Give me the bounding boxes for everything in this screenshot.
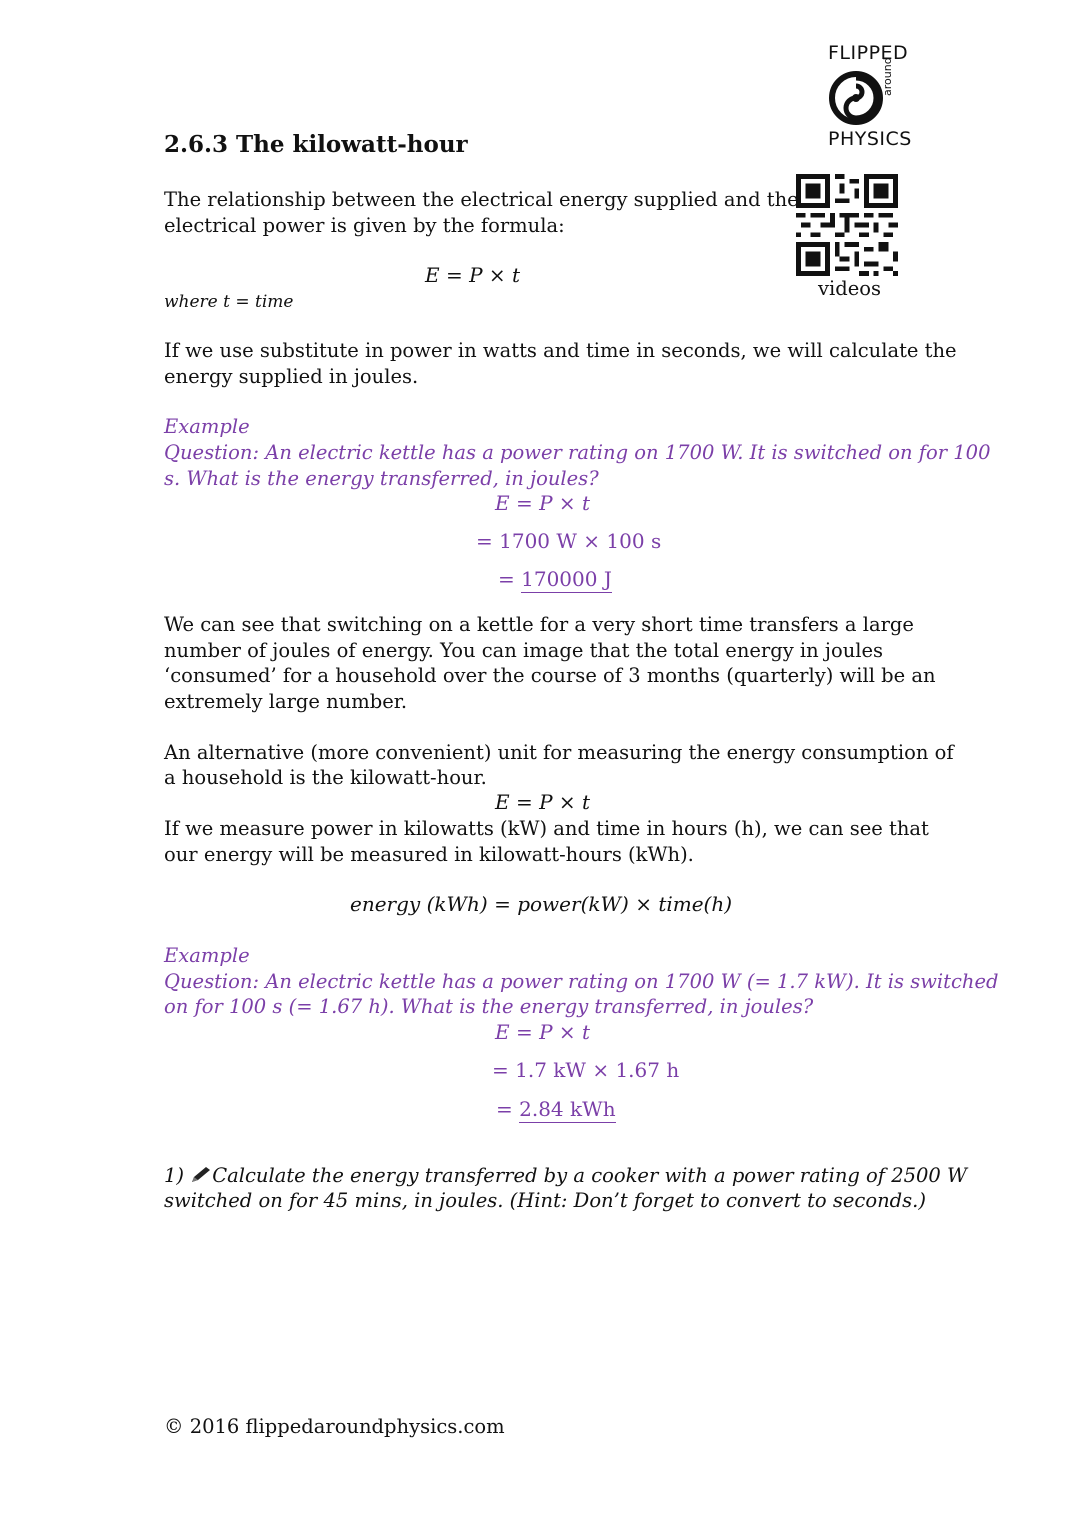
equals-sign: = xyxy=(492,1058,516,1082)
qr-code-icon[interactable] xyxy=(796,174,898,276)
example-1-step-2 xyxy=(476,529,661,553)
question-1-line-2: switched on for 45 mins, in joules. (Hint: Don’t forget to convert to seconds.) xyxy=(164,1189,926,1212)
logo-bottom-word: PHYSICS xyxy=(828,128,912,150)
footer-copyright: © 2016 flippedaroundphysics.com xyxy=(164,1415,505,1438)
intro-line-2: electrical power is given by the formula: xyxy=(164,214,565,237)
example-2-step-2-value: 1.7 kW × 1.67 h xyxy=(515,1058,680,1082)
section-title: 2.6.3 The kilowatt-hour xyxy=(164,131,468,158)
kettle-para-line-1: We can see that switching on a kettle for a very short time transfers a large xyxy=(164,613,914,636)
question-1-number: 1) xyxy=(164,1164,185,1187)
alt-para-line-2: a household is the kilowatt-hour. xyxy=(164,766,487,789)
logo-top-word: FLIPPED xyxy=(828,42,909,64)
example-1-question-line-1: Question: An electric kettle has a power rating on 1700 W. It is switched on for 100 xyxy=(164,441,991,464)
kettle-para-line-4: extremely large number. xyxy=(164,690,408,713)
example-2-step-1: E = P × t xyxy=(495,1020,591,1044)
energy-kwh-formula: energy (kWh) = power(kW) × time(h) xyxy=(350,892,733,916)
formula-energy: E = P × t xyxy=(425,263,521,287)
example-2-step-2 xyxy=(492,1058,679,1082)
substitute-line-2: energy supplied in joules. xyxy=(164,365,419,388)
alt-para-line-1: An alternative (more convenient) unit for measuring the energy consumption of xyxy=(164,741,954,764)
example-1-step-3 xyxy=(498,567,612,591)
question-1-line-1: Calculate the energy transferred by a cooker with a power rating of 2500 W xyxy=(212,1164,968,1187)
qr-caption: videos xyxy=(818,277,882,300)
logo-side-word: around xyxy=(881,57,894,96)
question-1 xyxy=(164,1163,967,1189)
kettle-para-line-2: number of joules of energy. You can image that the total energy in joules xyxy=(164,639,884,662)
equals-sign: = xyxy=(476,529,500,553)
example-1-step-1: E = P × t xyxy=(495,491,591,515)
example-1-question-line-2: s. What is the energy transferred, in joules? xyxy=(164,467,599,490)
where-note: where t = time xyxy=(164,292,294,312)
pencil-icon xyxy=(190,1166,212,1184)
example-2-question-line-2: on for 100 s (= 1.67 h). What is the energy transferred, in joules? xyxy=(164,995,814,1018)
intro-line-1: The relationship between the electrical energy supplied and the xyxy=(164,188,799,211)
example-2-question-line-1: Question: An electric kettle has a power rating on 1700 W (= 1.7 kW). It is switched xyxy=(164,970,999,993)
formula-energy-2: E = P × t xyxy=(495,790,591,814)
example-2-answer: 2.84 kWh xyxy=(519,1097,616,1121)
equals-sign: = xyxy=(498,567,522,591)
example-1-label: Example xyxy=(164,415,250,438)
example-2-label: Example xyxy=(164,944,250,967)
alt-para-line-3: If we measure power in kilowatts (kW) and time in hours (h), we can see that xyxy=(164,817,929,840)
example-1-answer: 170000 J xyxy=(521,567,612,591)
example-1-step-2-value: 1700 W × 100 s xyxy=(499,529,662,553)
equals-sign: = xyxy=(496,1097,520,1121)
alt-para-line-4: our energy will be measured in kilowatt-hours (kWh). xyxy=(164,843,694,866)
substitute-line-1: If we use substitute in power in watts and time in seconds, we will calculate the xyxy=(164,339,957,362)
example-2-step-3 xyxy=(496,1097,616,1121)
kettle-para-line-3: ‘consumed’ for a household over the course of 3 months (quarterly) will be an xyxy=(164,664,936,687)
